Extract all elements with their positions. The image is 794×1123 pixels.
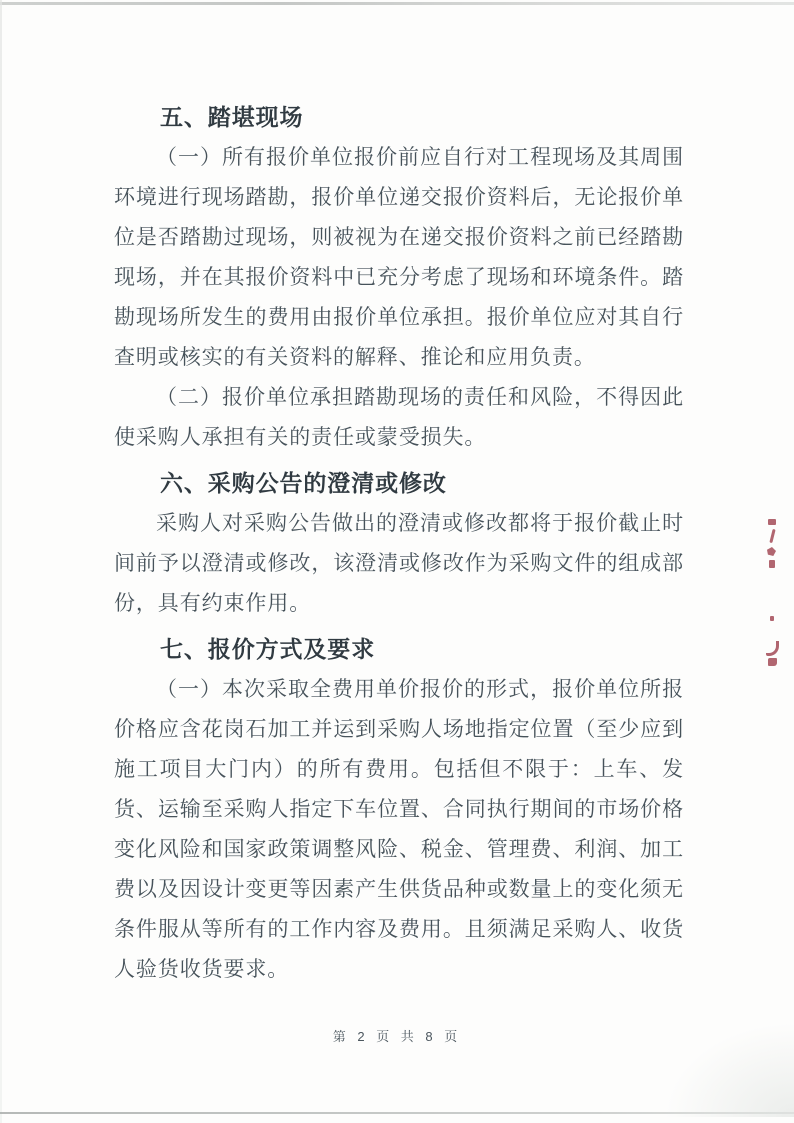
red-seal-fragment xyxy=(767,547,776,556)
page-number: 第 2 页 共 8 页 xyxy=(332,1029,462,1044)
red-seal-fragment xyxy=(769,560,775,568)
red-seal-fragment xyxy=(770,616,774,621)
scan-top-edge-line xyxy=(0,2,794,5)
red-seal-fragment xyxy=(769,529,775,543)
section-heading-6: 六、采购公告的澄清或修改 xyxy=(160,470,447,496)
section-7-paragraph-1: （一）本次采取全费用单价报价的形式，报价单位所报价格应含花岗石加工并运到采购人场地指定位置（至少应到施工项目大门内）的所有费用。包括但不限于：上车、发货、运输至采购人指定下车位置、合同执行期间的市场价格变化风险和国家政策调整风险、税金、管理费、利润、加工费以及因设计变更等因素产生供货品种或数量上的变化须无条件服从等所有的工作内容及费用。且须满足采购人、收货人验货收货要求。 xyxy=(114,677,684,981)
page-footer xyxy=(0,1026,794,1045)
section-heading-7: 七、报价方式及要求 xyxy=(160,636,376,662)
section-5-paragraph-2: （二）报价单位承担踏勘现场的责任和风险，不得因此使采购人承担有关的责任或蒙受损失。 xyxy=(114,385,684,449)
scan-left-edge-line xyxy=(0,0,2,1123)
red-seal-fragment xyxy=(766,641,779,656)
section-heading-5: 五、踏堪现场 xyxy=(160,104,304,130)
section-5-paragraph-1: （一）所有报价单位报价前应自行对工程现场及其周围环境进行现场踏勘，报价单位递交报价资料后，无论报价单位是否踏勘过现场，则被视为在递交报价资料之前已经踏勘现场，并在其报价资料中已充分考虑了现场和环境条件。踏勘现场所发生的费用由报价单位承担。报价单位应对其自行查明或核实的有关资料的解释、推论和应用负责。 xyxy=(114,145,684,369)
document-body xyxy=(114,97,684,989)
red-seal-fragment xyxy=(768,519,776,525)
red-seal-fragment xyxy=(768,658,777,666)
section-6-paragraph-1: 采购人对采购公告做出的澄清或修改都将于报价截止时间前予以澄清或修改，该澄清或修改作为采购文件的组成部份，具有约束作用。 xyxy=(114,511,684,615)
